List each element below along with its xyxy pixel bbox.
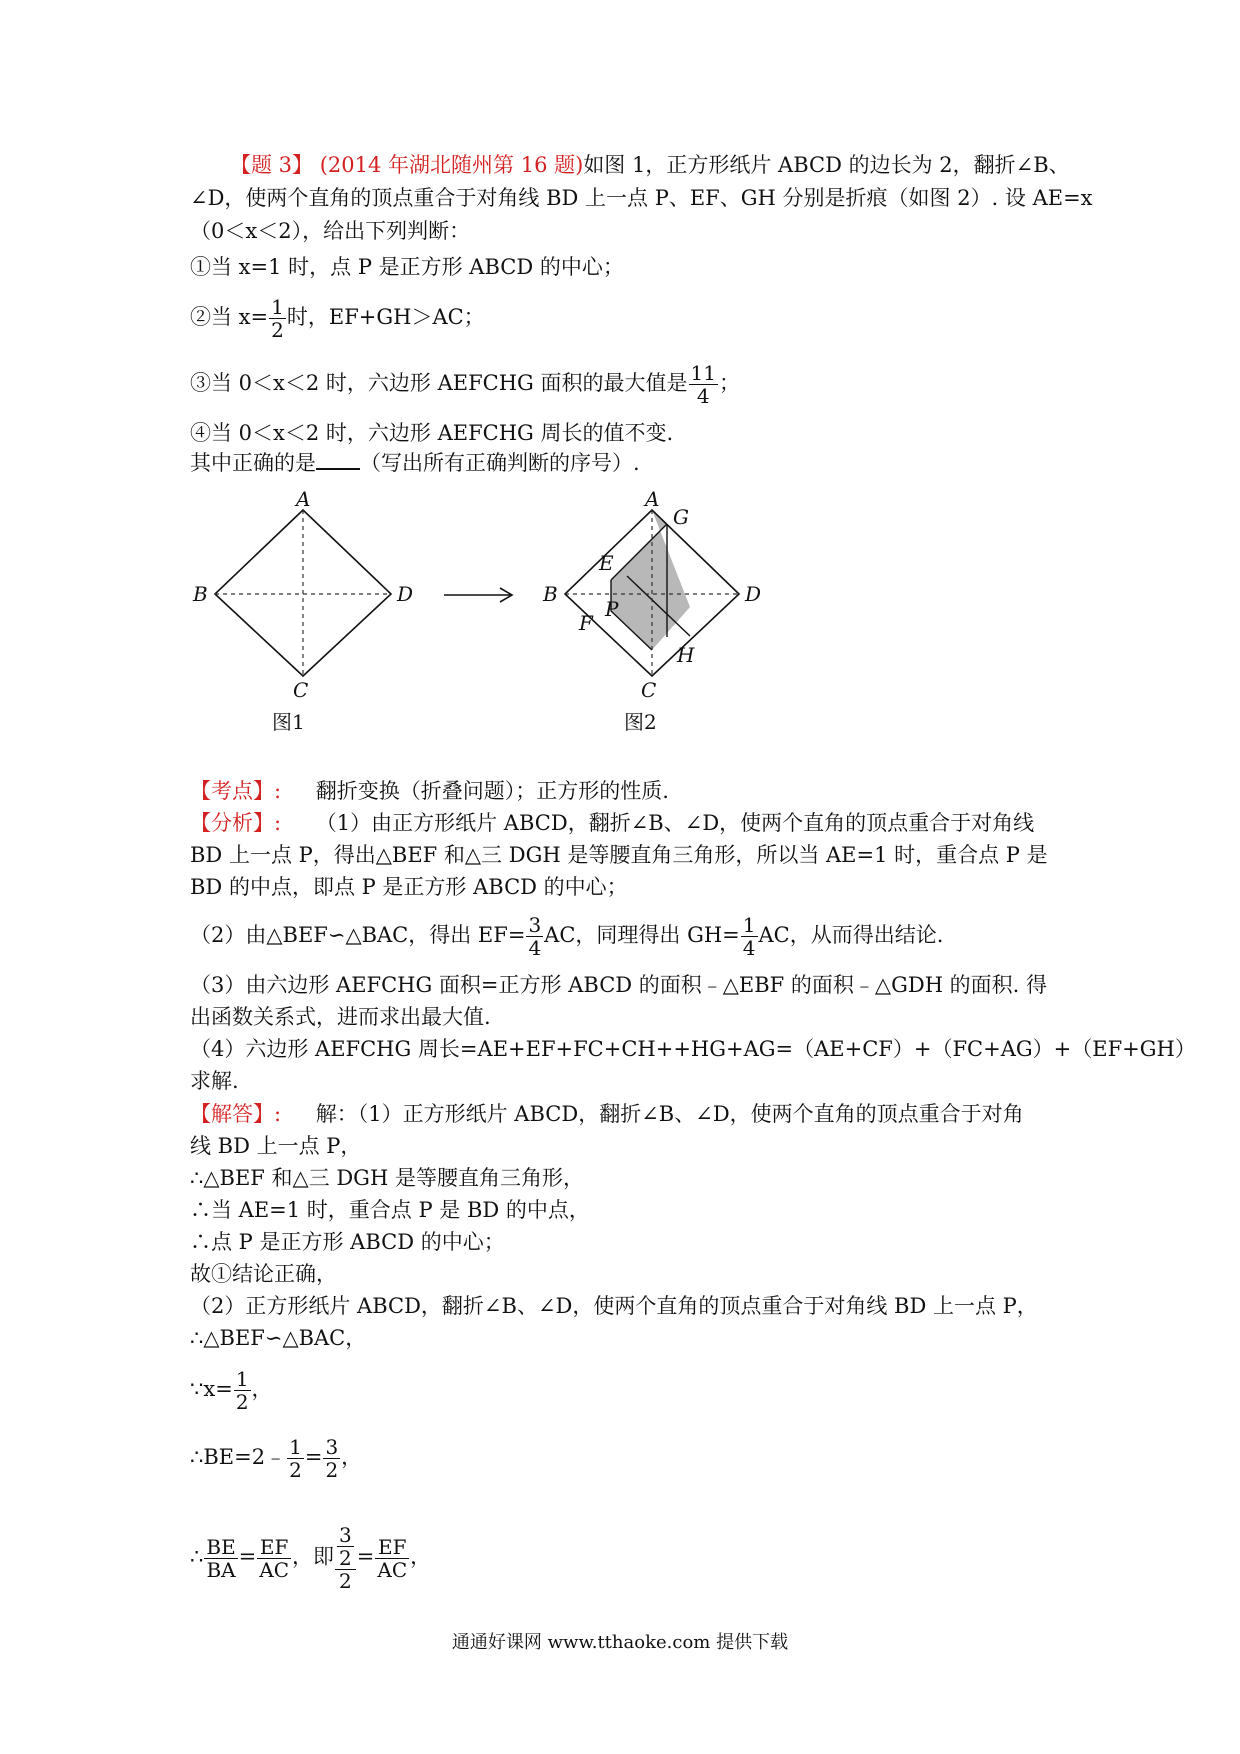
vertex-label: D [397, 582, 414, 606]
fenxi-line-5: （3）由六边形 AEFCHG 面积=正方形 ABCD 的面积﹣△EBF 的面积﹣△GDH 的面积. 得 [190, 973, 1048, 997]
vertex-label: E [599, 551, 614, 575]
solution-tag: 【解答】: [190, 1102, 282, 1126]
solution-line-6: 故①结论正确， [190, 1262, 337, 1286]
statement-2: ②当 x= $\frac{1}{2}$ 时，EF+GH＞AC； [190, 295, 485, 342]
fraction: $\frac{BE}{BA}$ [206, 1534, 236, 1582]
solution-line-10: ∴BE=2﹣ $\frac{1}{2}$ = $\frac{3}{2}$ ， [190, 1435, 363, 1482]
fenxi-line-2: BD 上一点 P，得出△BEF 和△三 DGH 是等腰直角三角形，所以当 AE=1 时，重合点 P 是 [190, 843, 1048, 867]
vertex-label: A [296, 490, 311, 511]
vertex-label: C [293, 678, 309, 700]
vertex-label: B [543, 582, 558, 606]
solution-line-5: ∴点 P 是正方形 ABCD 的中心； [190, 1230, 505, 1254]
fenxi-line-3: BD 的中点，即点 P 是正方形 ABCD 的中心； [190, 875, 628, 899]
shaded-region [611, 510, 690, 650]
arrow-icon [440, 580, 520, 610]
fraction: $\frac{11}{4}$ [690, 361, 716, 408]
vertex-label: B [193, 582, 208, 606]
statement-4: ④当 0＜x＜2 时，六边形 AEFCHG 周长的值不变. [190, 421, 674, 445]
problem-line-2: ∠D，使两个直角的顶点重合于对角线 BD 上一点 P、EF、GH 分别是折痕（如图 2）. 设 AE=x [190, 186, 1093, 210]
fenxi-tag: 【分析】: [190, 811, 282, 835]
solution-line-2: 线 BD 上一点 P， [190, 1134, 362, 1158]
answer-blank [316, 450, 360, 470]
solution-line-8: ∴△BEF∽△BAC， [190, 1326, 367, 1350]
fraction: $\frac{1}{2}$ [271, 295, 284, 342]
figure-1 [185, 490, 425, 700]
solution-line-7: （2）正方形纸片 ABCD，翻折∠B、∠D，使两个直角的顶点重合于对角线 BD 上一点 P， [190, 1294, 1038, 1318]
fenxi-line-1: 【分析】: （1）由正方形纸片 ABCD，翻折∠B、∠D，使两个直角的顶点重合于对角线 [190, 811, 1035, 835]
fraction: $\frac{1}{2}$ [235, 1367, 249, 1414]
fraction: $\frac{3}{4}$ [528, 913, 542, 960]
figure-2-caption: 图2 [624, 710, 657, 734]
fraction: $\frac{3}{2}$ [325, 1435, 339, 1482]
vertex-label: A [645, 490, 660, 511]
problem-source: (2014 年湖北随州第 16 题) [319, 153, 584, 177]
compound-fraction: $\frac{\frac{3}{2}}{2}$ [335, 1524, 356, 1592]
statement-1: ①当 x=1 时，点 P 是正方形 ABCD 的中心； [190, 255, 624, 279]
fenxi-line-8: 求解. [190, 1069, 239, 1093]
statement-3: ③当 0＜x＜2 时，六边形 AEFCHG 面积的最大值是 $\frac{11}{4}$ ； [190, 361, 740, 408]
fraction: $\frac{EF}{AC}$ [377, 1534, 408, 1582]
figure-2 [535, 490, 775, 700]
kaodian-tag: 【考点】: [190, 779, 282, 803]
solution-line-1: 【解答】: 解：（1）正方形纸片 ABCD，翻折∠B、∠D，使两个直角的顶点重合于对角 [190, 1102, 1024, 1126]
question-line: 其中正确的是 （写出所有正确判断的序号）. [190, 451, 640, 475]
page-footer: 通通好课网 www.tthaoke.com 提供下载 [451, 1632, 789, 1653]
solution-line-11: ∴ $\frac{BE}{BA}$ = $\frac{EF}{AC}$ ，即 $\frac{\frac{3}{2}}{2}$ = $\frac{EF}{AC}$ ， [190, 1523, 432, 1593]
vertex-label: P [605, 597, 619, 621]
vertex-label: F [579, 611, 593, 635]
vertex-label: G [673, 505, 689, 529]
figure-1-caption: 图1 [272, 710, 305, 734]
fenxi-line-6: 出函数关系式，进而求出最大值. [190, 1005, 491, 1029]
vertex-label: D [745, 582, 762, 606]
fraction: $\frac{1}{2}$ [289, 1435, 302, 1482]
fraction: $\frac{1}{4}$ [742, 913, 756, 960]
problem-line-1: 【题 3】 (2014 年湖北随州第 16 题)如图 1，正方形纸片 ABCD 的边长为 2，翻折∠B、 [230, 153, 1070, 177]
solution-line-9: ∵x= $\frac{1}{2}$ ， [190, 1367, 273, 1414]
fenxi-line-4: （2）由△BEF∽△BAC，得出 EF= $\frac{3}{4}$ AC，同理得出 GH= $\frac{1}{4}$ AC，从而得出结论. [190, 913, 944, 960]
problem-tag: 【题 3】 [230, 153, 314, 177]
vertex-label: H [677, 643, 695, 667]
problem-line-3: （0＜x＜2），给出下列判断： [190, 219, 471, 243]
solution-line-4: ∴当 AE=1 时，重合点 P 是 BD 的中点， [190, 1198, 590, 1222]
vertex-label: C [641, 678, 657, 700]
solution-line-3: ∴△BEF 和△三 DGH 是等腰直角三角形， [190, 1166, 584, 1190]
kaodian-line: 【考点】: 翻折变换（折叠问题）；正方形的性质. [190, 779, 669, 803]
fenxi-line-7: （4）六边形 AEFCHG 周长=AE+EF+FC+CH++HG+AG=（AE+CF）+（FC+AG）+（EF+GH） [190, 1037, 1196, 1061]
fraction: $\frac{EF}{AC}$ [259, 1534, 290, 1582]
